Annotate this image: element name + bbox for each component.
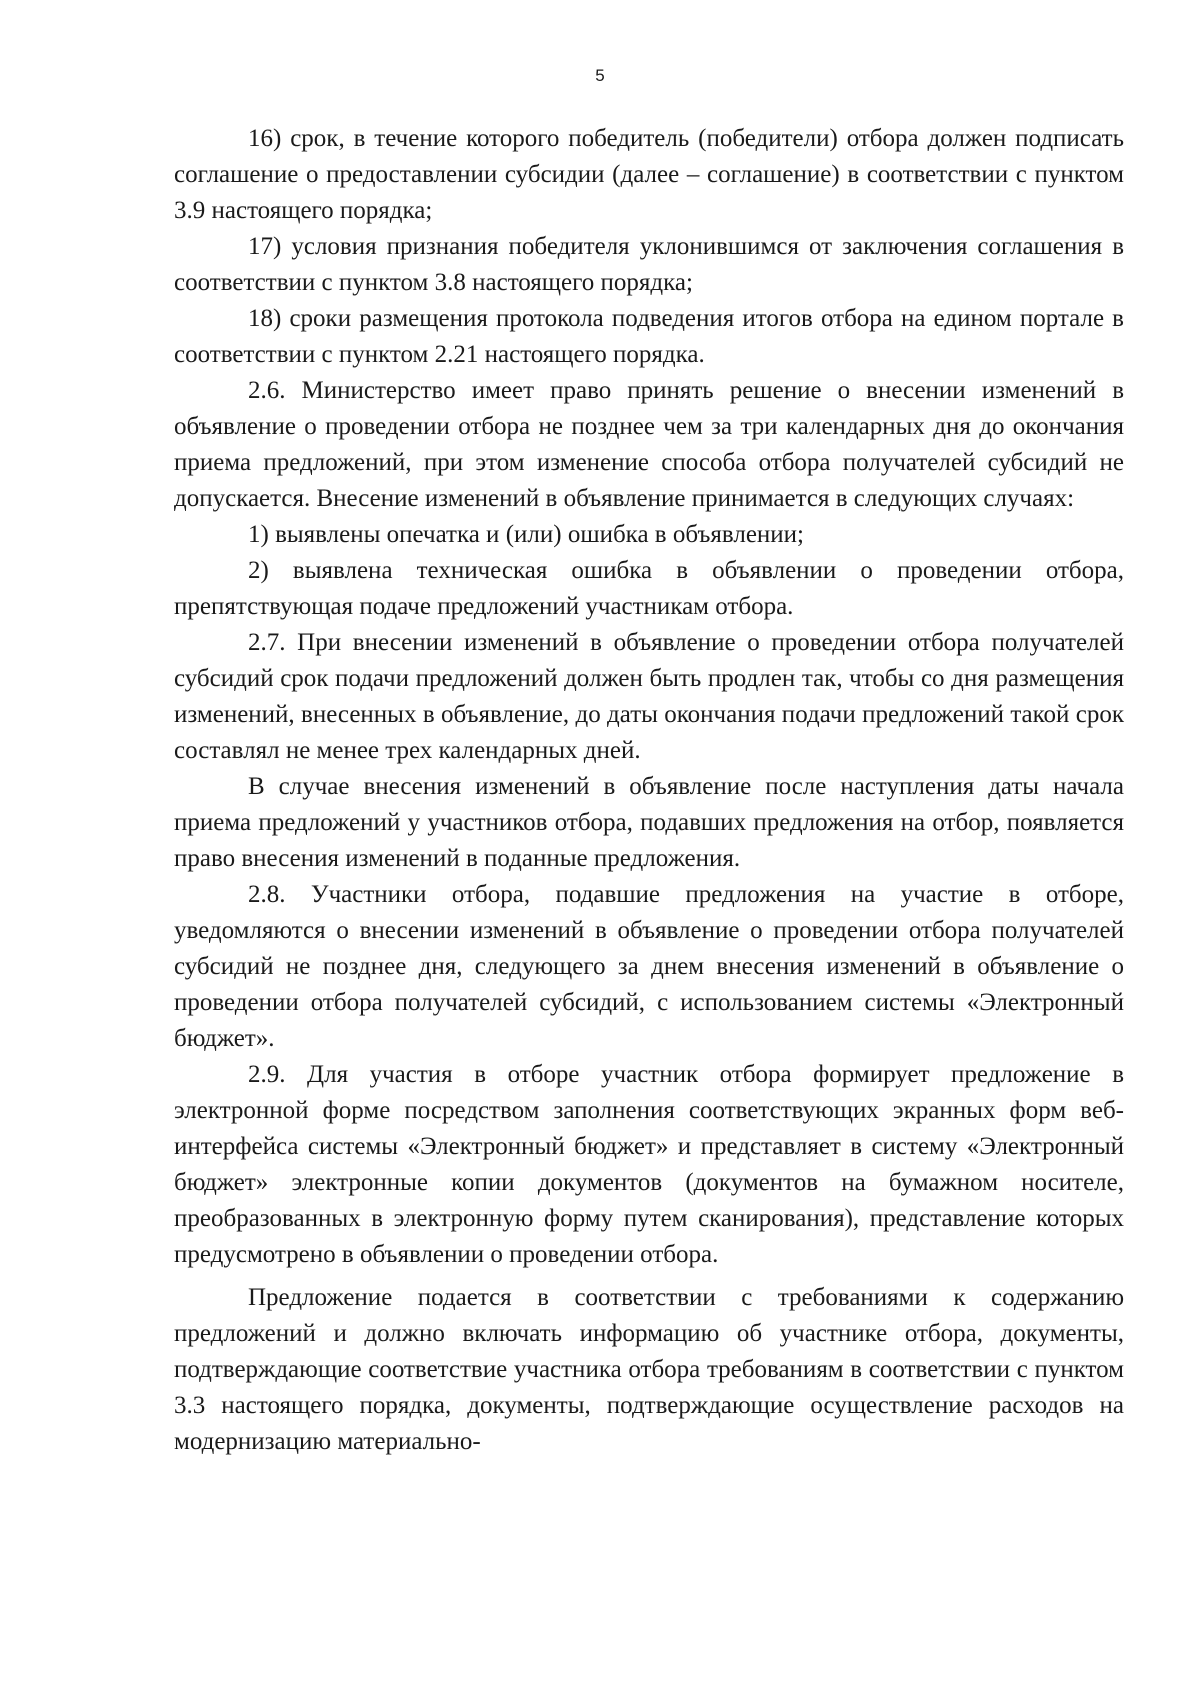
paragraph-2-9: 2.9. Для участия в отборе участник отбора формирует предложение в электронной форме посредством заполнения соответствующих экранных форм веб-интерфейса системы «Электронный бюджет» и представляет в систему «Электронный бюджет» электронные копии документов (документов на бумажном носителе, преобразованных в электронную форму путем сканирования), представление которых предусмотрено в объявлении о проведении отбора. [174,1061,1124,1268]
paragraph-item-17: 17) условия признания победителя уклонившимся от заключения соглашения в соответствии с пунктом 3.8 настоящего порядка; [174,233,1124,296]
paragraph-2-8: 2.8. Участники отбора, подавшие предложения на участие в отборе, уведомляются о внесении изменений в объявление о проведении отбора получателей субсидий не позднее дня, следующего за днем внесения изменений в объявление о проведении отбора получателей субсидий, с использованием системы «Электронный бюджет». [174,881,1124,1052]
paragraph-2-9-continued: Предложение подается в соответствии с требованиями к содержанию предложений и должно включать информацию об участнике отбора, документы, подтверждающие соответствие участника отбора требованиям в соответствии с пунктом 3.3 настоящего порядка, документы, подтверждающие осуществление расходов на модернизацию материально- [174,1284,1124,1455]
paragraph-2-7-continued: В случае внесения изменений в объявление после наступления даты начала приема предложений у участников отбора, подавших предложения на отбор, появляется право внесения изменений в поданные предложения. [174,773,1124,872]
paragraph-item-18: 18) сроки размещения протокола подведения итогов отбора на едином портале в соответствии с пунктом 2.21 настоящего порядка. [174,305,1124,368]
page-number: 5 [595,66,605,85]
paragraph-2-6-case-1: 1) выявлены опечатка и (или) ошибка в объявлении; [248,521,804,548]
paragraph-2-6-case-2: 2) выявлена техническая ошибка в объявлении о проведении отбора, препятствующая подаче предложений участникам отбора. [174,557,1124,620]
paragraph-item-16: 16) срок, в течение которого победитель (победители) отбора должен подписать соглашение о предоставлении субсидии (далее – соглашение) в соответствии с пунктом 3.9 настоящего порядка; [174,125,1124,224]
document-body [174,121,1124,1460]
paragraph-2-6: 2.6. Министерство имеет право принять решение о внесении изменений в объявление о проведении отбора не позднее чем за три календарных дня до окончания приема предложений, при этом изменение способа отбора получателей субсидий не допускается. Внесение изменений в объявление принимается в следующих случаях: [174,377,1124,512]
paragraph-2-7: 2.7. При внесении изменений в объявление о проведении отбора получателей субсидий срок подачи предложений должен быть продлен так, чтобы со дня размещения изменений, внесенных в объявление, до даты окончания подачи предложений такой срок составлял не менее трех календарных дней. [174,629,1124,764]
